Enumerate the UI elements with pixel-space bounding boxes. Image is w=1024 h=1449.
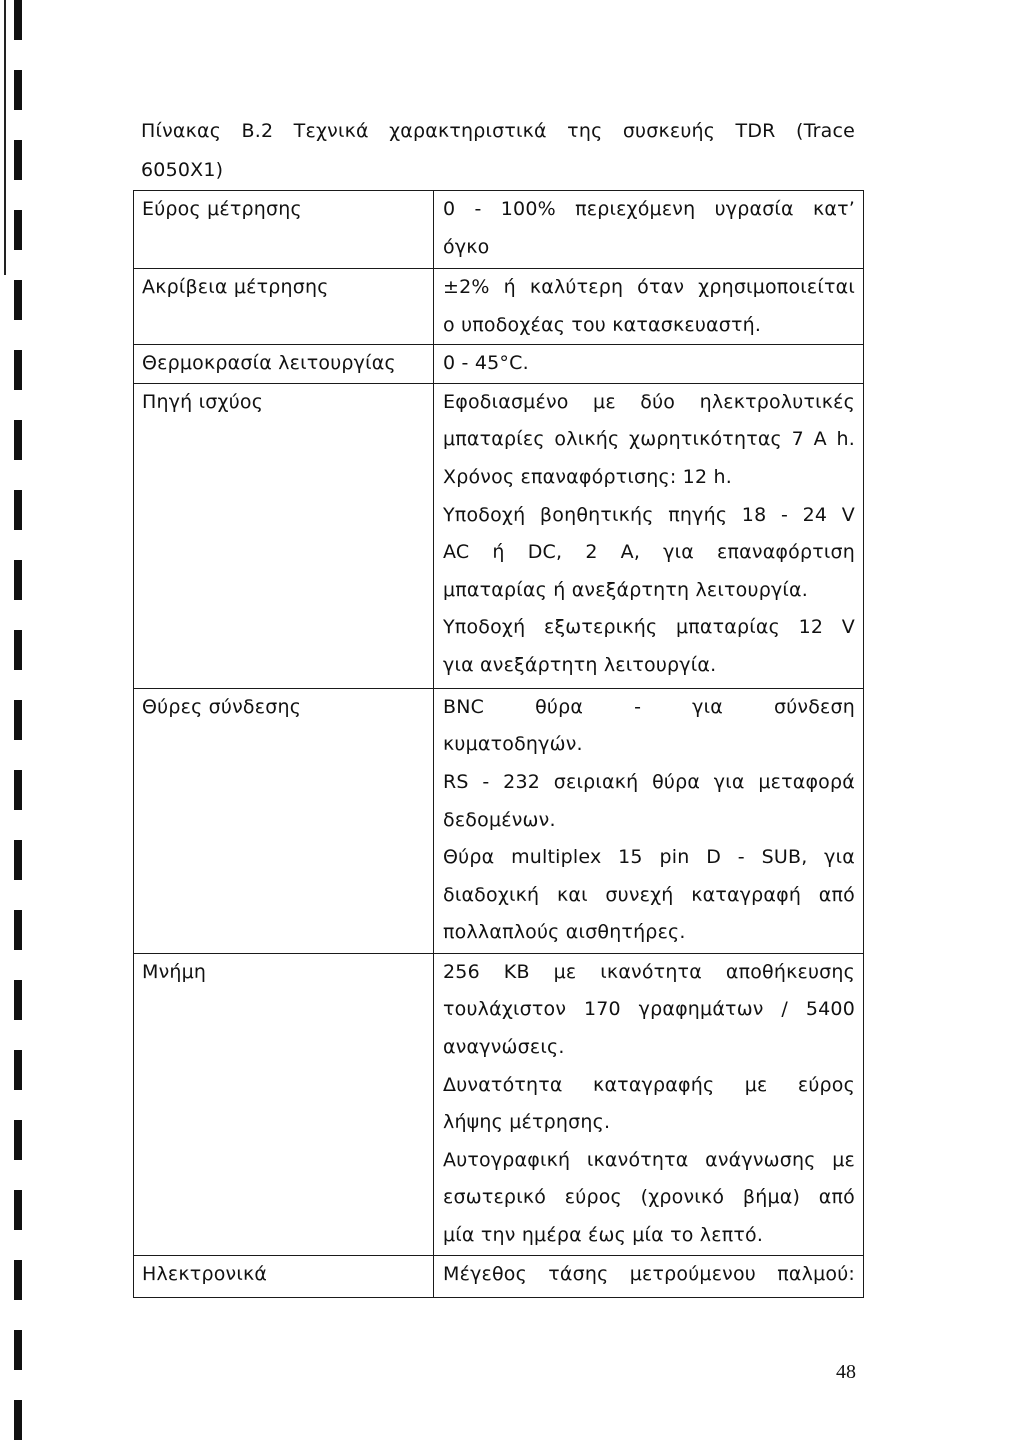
row-label: Μνήμη (142, 960, 207, 983)
row-label: Πηγή ισχύος (142, 390, 264, 413)
row-value-cell (434, 383, 864, 688)
value-line: 256 KB με ικανότητα αποθήκευσης (443, 960, 855, 983)
value-line: όγκο (443, 235, 490, 258)
row-value-cell (434, 953, 864, 1255)
table-row (134, 688, 864, 953)
value-line: Υποδοχή εξωτερικής μπαταρίας 12 V (443, 616, 855, 639)
row-label: Ακρίβεια μέτρησης (142, 276, 329, 298)
table-row (134, 269, 864, 345)
value-line: μία την ημέρα έως μία το λεπτό. (443, 1223, 764, 1246)
value-line: για ανεξάρτητη λειτουργία. (443, 653, 717, 676)
row-label: Ηλεκτρονικά (142, 1262, 268, 1285)
row-value-cell (434, 1255, 864, 1297)
caption-line: 6050X1) (141, 158, 224, 181)
value-line: Δυνατότητα καταγραφής με εύρος (443, 1073, 855, 1096)
row-value-cell (434, 688, 864, 953)
table-row (134, 383, 864, 688)
row-label-cell (134, 953, 434, 1255)
scan-edge-line (4, 0, 6, 275)
value-line: 0 - 100% περιεχόμενη υγρασία κατ’ (443, 198, 855, 220)
value-line: πολλαπλούς αισθητήρες. (443, 921, 686, 944)
row-label-cell (134, 1255, 434, 1297)
table-row (134, 1255, 864, 1297)
value-line: μπαταρίες ολικής χωρητικότητας 7 A h. (443, 428, 855, 451)
value-line: ο υποδοχέας του κατασκευαστή. (443, 313, 762, 336)
page-number: 48 (836, 1361, 856, 1383)
value-line: μπαταρίας ή ανεξάρτητη λειτουργία. (443, 578, 808, 601)
row-label-cell (134, 688, 434, 953)
row-value-cell (434, 191, 864, 269)
value-line: AC ή DC, 2 A, για επαναφόρτιση (443, 541, 855, 564)
value-line: εσωτερικό εύρος (χρονικό βήμα) από (443, 1186, 855, 1209)
value-line: διαδοχική και συνεχή καταγραφή από (443, 883, 855, 906)
table-caption (141, 112, 855, 189)
value-line: Αυτογραφική ικανότητα ανάγνωσης με (443, 1148, 855, 1171)
value-line: δεδομένων. (443, 808, 556, 831)
value-line: Μέγεθος τάσης μετρούμενου παλμού: (443, 1262, 855, 1285)
row-label: Θύρες σύνδεσης (142, 695, 302, 718)
value-line: Υποδοχή βοηθητικής πηγής 18 - 24 V (443, 503, 855, 526)
table-row (134, 953, 864, 1255)
value-line: ±2% ή καλύτερη όταν χρησιμοποιείται (443, 276, 855, 298)
table-row (134, 345, 864, 384)
value-line: αναγνώσεις. (443, 1035, 565, 1058)
row-label: Εύρος μέτρησης (142, 198, 302, 220)
table-body (134, 191, 864, 1298)
row-label-cell (134, 345, 434, 384)
table-row (134, 191, 864, 269)
value-line: κυματοδηγών. (443, 733, 583, 756)
value-line: BNC θύρα - για σύνδεση (443, 695, 855, 718)
value-line: RS - 232 σειριακή θύρα για μεταφορά (443, 770, 855, 793)
row-label: Θερμοκρασία λειτουργίας (142, 352, 396, 375)
value-line: τουλάχιστον 170 γραφημάτων / 5400 (443, 998, 855, 1021)
value-line: λήψης μέτρησης. (443, 1111, 611, 1134)
row-value-cell (434, 345, 864, 384)
value-line: 0 - 45°C. (443, 352, 529, 375)
row-value-cell (434, 269, 864, 345)
row-label-cell (134, 383, 434, 688)
scan-edge-marks (14, 0, 22, 1449)
value-line: Εφοδιασμένο με δύο ηλεκτρολυτικές (443, 390, 855, 413)
row-label-cell (134, 191, 434, 269)
value-line: Θύρα multiplex 15 pin D - SUB, για (443, 846, 855, 869)
row-label-cell (134, 269, 434, 345)
value-line: Χρόνος επαναφόρτισης: 12 h. (443, 465, 732, 488)
caption-line: Πίνακας Β.2 Τεχνικά χαρακτηριστικά της συσκευής TDR (Trace (141, 120, 855, 142)
specifications-table (133, 190, 864, 1298)
